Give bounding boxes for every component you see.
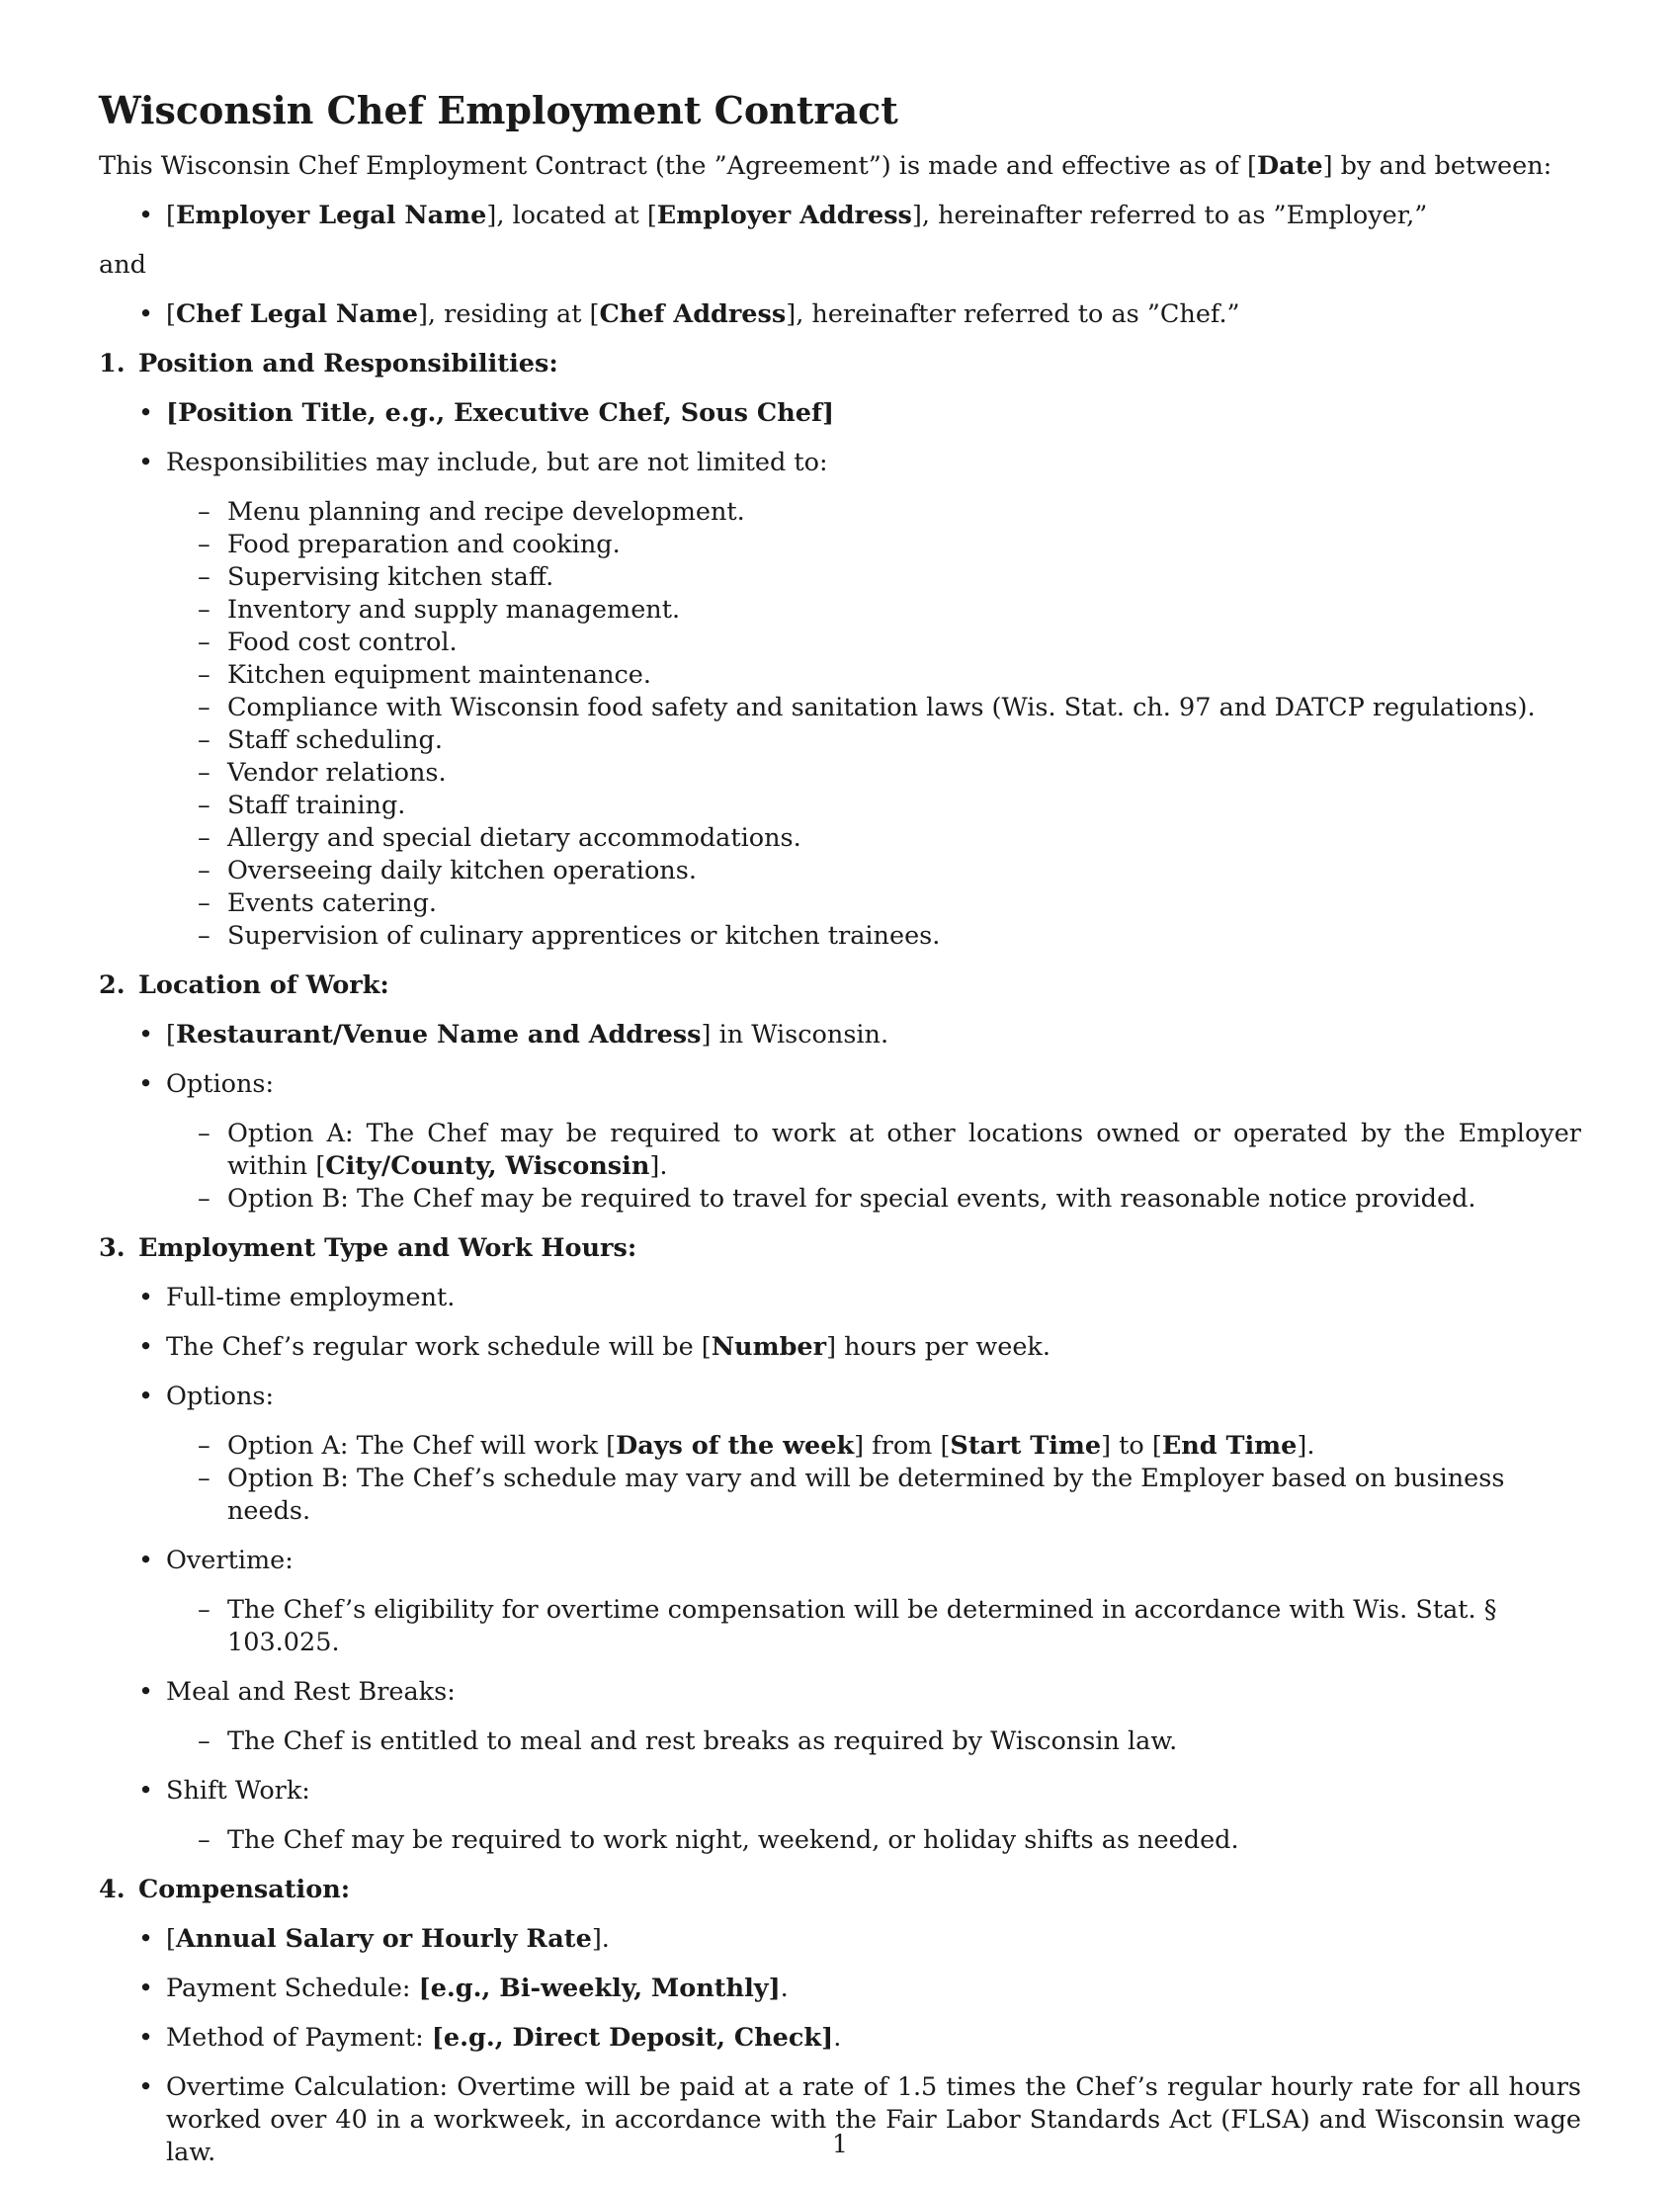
employer-line: • [Employer Legal Name], located at [Employer Address], hereinafter referred to as ”Employer,” <box>166 200 1581 232</box>
fulltime-item: • Full-time employment. <box>166 1282 1581 1314</box>
shift-work-item: • Shift Work: – The Chef may be required to work night, weekend, or holiday shifts as needed. <box>166 1775 1581 1857</box>
start-time-field: Start Time <box>950 1431 1102 1461</box>
schedule-options-item: • Options: – Option A: The Chef will work [Days of the week] from [Start Time] to [End Time]. – Option B: The Chef’s schedule may vary and will be determined by the Employer based on business needs. <box>166 1381 1581 1528</box>
section-4-heading: 4. Compensation: <box>99 1875 351 1904</box>
venue-field: Restaurant/Venue Name and Address <box>175 1020 702 1050</box>
list-item: – Food preparation and cooking. <box>227 529 1581 561</box>
payment-schedule-field: e.g., Bi-weekly, Monthly <box>430 1974 769 2003</box>
meal-breaks-list <box>166 1725 1581 1758</box>
list-item: – Overseeing daily kitchen operations. <box>227 855 1581 887</box>
list-item: – Staff scheduling. <box>227 724 1581 757</box>
position-title-field: Position Title, e.g., Executive Chef, Sous Chef <box>178 398 822 428</box>
list-item: – Kitchen equipment maintenance. <box>227 659 1581 692</box>
section-2-list <box>99 1019 1581 1216</box>
schedule-option-a: – Option A: The Chef will work [Days of the week] from [Start Time] to [End Time]. <box>227 1430 1581 1463</box>
list-item: – Compliance with Wisconsin food safety and sanitation laws (Wis. Stat. ch. 97 and DATCP regulations). <box>227 692 1581 724</box>
payment-method-field: e.g., Direct Deposit, Check <box>443 2023 822 2053</box>
section-1-heading: 1. Position and Responsibilities: <box>99 349 558 378</box>
schedule-option-b: – Option B: The Chef’s schedule may vary and will be determined by the Employer based on business needs. <box>227 1463 1581 1528</box>
employer-party <box>99 200 1581 232</box>
section-2-heading: 2. Location of Work: <box>99 970 389 1000</box>
hours-item: • The Chef’s regular work schedule will be [Number] hours per week. <box>166 1331 1581 1364</box>
section-1-list <box>99 397 1581 953</box>
and-text: and <box>99 250 146 280</box>
hours-field: Number <box>711 1332 827 1362</box>
meal-breaks-item: • Meal and Rest Breaks: – The Chef is entitled to meal and rest breaks as required by Wisconsin law. <box>166 1676 1581 1758</box>
list-item: – Menu planning and recipe development. <box>227 496 1581 529</box>
shift-work-list <box>166 1824 1581 1857</box>
chef-address-field: Chef Address <box>599 299 787 329</box>
overtime-calculation-item: • Overtime Calculation: Overtime will be paid at a rate of 1.5 times the Chef’s regular hourly rate for all hours worked over 40 in a workweek, in accordance with the Fair Labor Standards Act (FLSA) and Wisconsin wage law. <box>166 2071 1581 2169</box>
location-option-b: – Option B: The Chef may be required to travel for special events, with reasonable notice provided. <box>227 1183 1581 1216</box>
end-time-field: End Time <box>1161 1431 1298 1461</box>
city-county-field: City/County, Wisconsin <box>325 1151 650 1181</box>
employer-name-field: Employer Legal Name <box>175 201 487 230</box>
salary-field: Annual Salary or Hourly Rate <box>175 1924 592 1954</box>
list-item: – Staff training. <box>227 790 1581 822</box>
list-item: – Inventory and supply management. <box>227 594 1581 627</box>
intro-paragraph: This Wisconsin Chef Employment Contract (the ”Agreement”) is made and effective as of [Date] by and between: <box>99 151 1553 181</box>
employer-address-field: Employer Address <box>656 201 912 230</box>
list-item: – Food cost control. <box>227 627 1581 659</box>
list-item: – Supervising kitchen staff. <box>227 561 1581 594</box>
chef-party <box>99 298 1581 331</box>
list-item: – The Chef may be required to work night, weekend, or holiday shifts as needed. <box>227 1824 1581 1857</box>
days-field: Days of the week <box>616 1431 855 1461</box>
date-field: Date <box>1256 151 1323 181</box>
responsibilities-list <box>166 496 1581 953</box>
overtime-list <box>166 1594 1581 1659</box>
section-3-list <box>99 1282 1581 1857</box>
chef-name-field: Chef Legal Name <box>175 299 418 329</box>
location-options-list <box>166 1118 1581 1216</box>
list-item: – Events catering. <box>227 887 1581 920</box>
responsibilities-item: • Responsibilities may include, but are not limited to: – Menu planning and recipe development. – Food preparation and cooking. – Supervising kitchen staff. – Inventory and supply management. – Food cost control. – Kitchen equipment maintenance. – Compliance with Wisconsin food safety and sanitation laws (Wis. Stat. ch. 97 and DATCP regulations). – Staff scheduling. – Vendor relations. – Staff training. – Allergy and special dietary accommodations. – Overseeing daily kitchen operations. – Events catering. – Supervision of culinary apprentices or kitchen trainees. <box>166 447 1581 953</box>
salary-item: • [Annual Salary or Hourly Rate]. <box>166 1923 1581 1956</box>
payment-method-item: • Method of Payment: [e.g., Direct Deposit, Check]. <box>166 2022 1581 2055</box>
document-title: Wisconsin Chef Employment Contract <box>99 88 898 132</box>
location-option-a: – Option A: The Chef may be required to work at other locations owned or operated by the Employer within [City/County, Wisconsin]. <box>227 1118 1581 1183</box>
position-title-item: • [Position Title, e.g., Executive Chef, Sous Chef] <box>166 397 1581 430</box>
list-item: – The Chef’s eligibility for overtime compensation will be determined in accordance with Wis. Stat. § 103.025. <box>227 1594 1581 1659</box>
list-item: – The Chef is entitled to meal and rest breaks as required by Wisconsin law. <box>227 1725 1581 1758</box>
location-options-item: • Options: – Option A: The Chef may be required to work at other locations owned or operated by the Employer within [City/County, Wisconsin]. – Option B: The Chef may be required to travel for special events, with reasonable notice provided. <box>166 1068 1581 1216</box>
payment-schedule-item: • Payment Schedule: [e.g., Bi-weekly, Monthly]. <box>166 1973 1581 2005</box>
chef-line: • [Chef Legal Name], residing at [Chef Address], hereinafter referred to as ”Chef.” <box>166 298 1581 331</box>
list-item: – Vendor relations. <box>227 757 1581 790</box>
list-item: – Allergy and special dietary accommodations. <box>227 822 1581 855</box>
list-item: – Supervision of culinary apprentices or kitchen trainees. <box>227 920 1581 953</box>
section-3-heading: 3. Employment Type and Work Hours: <box>99 1233 637 1263</box>
overtime-item: • Overtime: – The Chef’s eligibility for overtime compensation will be determined in accordance with Wis. Stat. § 103.025. <box>166 1545 1581 1659</box>
contract-page <box>99 87 1581 2186</box>
page-number: 1 <box>832 2130 848 2158</box>
venue-item: • [Restaurant/Venue Name and Address] in Wisconsin. <box>166 1019 1581 1051</box>
schedule-options-list <box>166 1430 1581 1528</box>
